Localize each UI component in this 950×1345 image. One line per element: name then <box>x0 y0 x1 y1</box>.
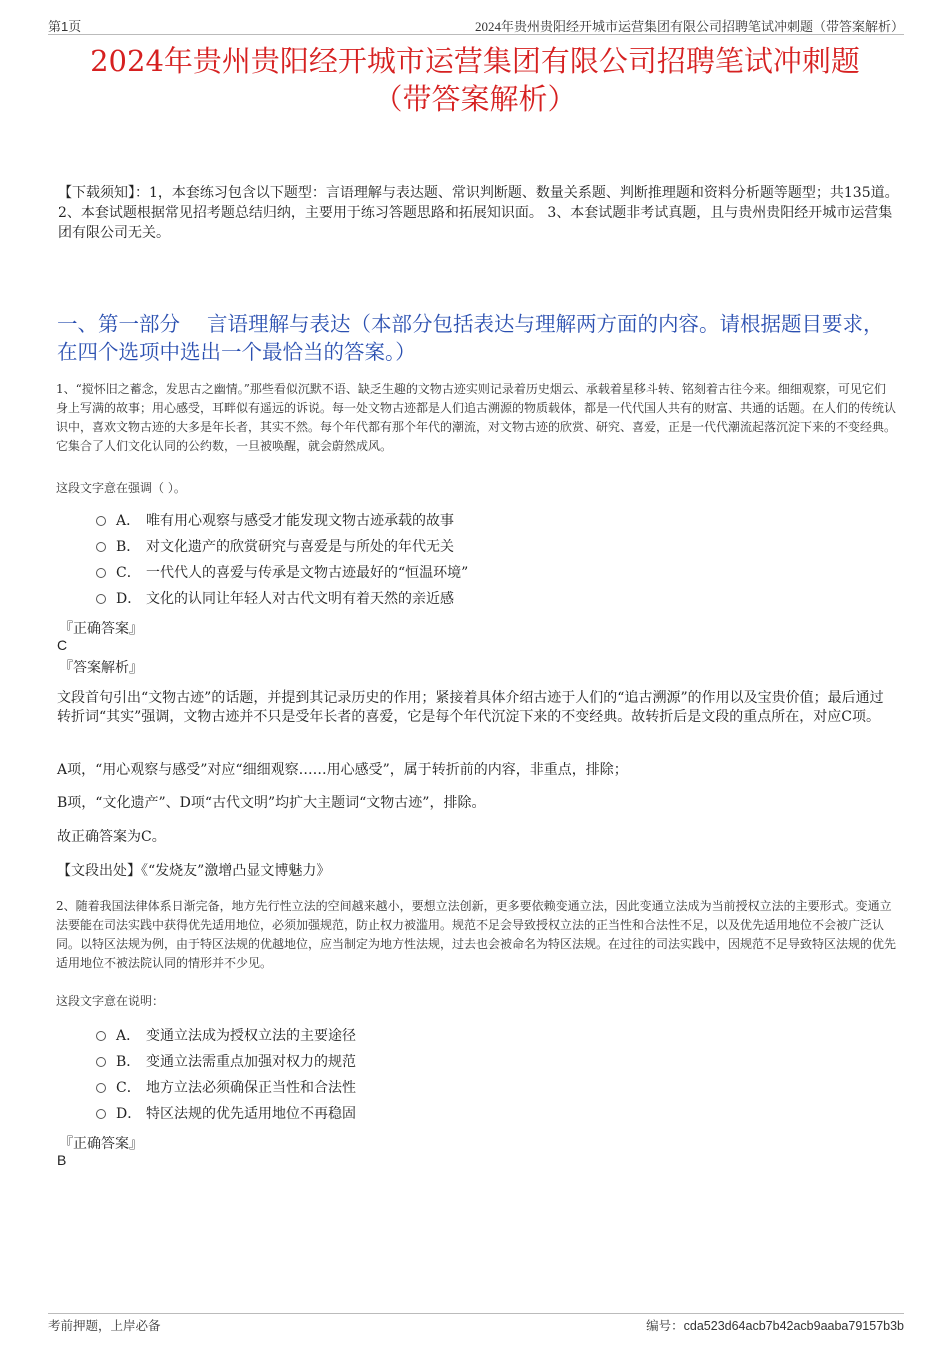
q1-analysis-3: B项，“文化遗产”、D项“古代文明”均扩大主题词“文物古迹”，排除。 <box>57 795 486 811</box>
header-doc-name: 2024年贵州贵阳经开城市运营集团有限公司招聘笔试冲刺题（带答案解析） <box>474 19 904 34</box>
question-1-options <box>96 508 468 612</box>
page-header <box>48 14 904 35</box>
q1-analysis-label: 『答案解析』 <box>59 660 143 676</box>
question-1-text: 1、“搅怀旧之蓄念，发思古之幽情。”那些看似沉默不语、缺乏生趣的文物古迹实则记录着历史烟云、承载着星移斗转、铭刻着古往今来。细细观察，可见它们身上写满的故事；用心感受，耳畔似有遥远的诉说。每一处文物古迹都是人们追古溯源的物质载体，都是一代代国人共有的财富、共通的话题。在人们的传统认识中，喜欢文物古迹的大多是年长者，其实不然。每个年代都有那个年代的潮流，对文物古迹的欣赏、研究、喜爱，正是一代代潮流起落沉淀下来的不变经典。它集合了人们文化认同的公约数，一旦被唤醒，就会蔚然成风。 <box>56 382 897 453</box>
footer-code-label: 编号： <box>646 1318 684 1333</box>
q2-option-b[interactable]: B． 变通立法需重点加强对权力的规范 <box>96 1049 356 1075</box>
radio-icon[interactable] <box>96 542 106 552</box>
footer-code <box>646 1316 904 1334</box>
q1-source: 【文段出处】《“发烧友”激增凸显文博魅力》 <box>57 863 331 879</box>
radio-icon[interactable] <box>96 1083 106 1093</box>
radio-icon[interactable] <box>96 568 106 578</box>
q2-answer: B <box>57 1152 67 1168</box>
q1-analysis-4: 故正确答案为C。 <box>57 829 166 845</box>
q1-option-c[interactable]: C． 一代代人的喜爱与传承是文物古迹最好的“恒温环境” <box>96 560 468 586</box>
page-number: 第1页 <box>48 19 82 34</box>
q1-answer: C <box>57 637 68 653</box>
question-1-prompt: 这段文字意在强调（ ）。 <box>56 481 186 495</box>
question-2-prompt: 这段文字意在说明： <box>56 994 165 1008</box>
q2-option-d[interactable]: D． 特区法规的优先适用地位不再稳固 <box>96 1101 356 1127</box>
q1-option-a[interactable]: A． 唯有用心观察与感受才能发现文物古迹承载的故事 <box>96 508 468 534</box>
question-2-text: 2、随着我国法律体系日渐完备，地方先行性立法的空间越来越小，要想立法创新，更多要依赖变通立法，因此变通立法成为当前授权立法的主要形式。变通立法要能在司法实践中获得优先适用地位，必须加强规范，防止权力被滥用。规范不足会导致授权立法的正当性和合法性不足，以及优先适用地位不会被广泛认同。以特区法规为例，由于特区法规的优越地位，应当制定为地方性法规，过去也会被命名为特区法规。在过往的司法实践中，因规范不足导致特区法规的优先适用地位不被法院认同的情形并不少见。 <box>56 899 897 970</box>
radio-icon[interactable] <box>96 594 106 604</box>
q1-analysis-1: 文段首句引出“文物古迹”的话题，并提到其记录历史的作用；紧接着具体介绍古迹于人们的“追古溯源”的作用以及宝贵价值；最后通过转折词“其实”强调，文物古迹并不只是受年长者的喜爱，它是每个年代沉淀下来的不变经典。故转折后是文段的重点所在，对应C项。 <box>57 690 884 725</box>
q1-option-d[interactable]: D． 文化的认同让年轻人对古代文明有着天然的亲近感 <box>96 586 468 612</box>
q1-analysis-2: A项，“用心观察与感受”对应“细细观察……用心感受”，属于转折前的内容，非重点，排除； <box>57 762 628 778</box>
download-notice: 【下载须知】：1，本套练习包含以下题型：言语理解与表达题、常识判断题、数量关系题、判断推理题和资料分析题等题型；共135道。 2、本套试题根据常见招考题总结归纳，主要用于练习答题思路和拓展知识面。 3、本套试题非考试真题，且与贵州贵阳经开城市运营集团有限公司无关。 <box>58 185 899 241</box>
section-title: 一、第一部分 言语理解与表达（本部分包括表达与理解两方面的内容。请根据题目要求，在四个选项中选出一个最恰当的答案。） <box>57 312 884 364</box>
q1-option-b[interactable]: B． 对文化遗产的欣赏研究与喜爱是与所处的年代无关 <box>96 534 468 560</box>
question-2-options <box>96 1023 356 1127</box>
radio-icon[interactable] <box>96 1057 106 1067</box>
q1-answer-label: 『正确答案』 <box>59 621 143 637</box>
title-line-2: （带答案解析） <box>373 82 577 116</box>
document-title <box>40 42 910 118</box>
q2-answer-label: 『正确答案』 <box>59 1136 143 1152</box>
radio-icon[interactable] <box>96 1109 106 1119</box>
q2-option-c[interactable]: C． 地方立法必须确保正当性和合法性 <box>96 1075 356 1101</box>
page-footer <box>48 1313 904 1334</box>
q2-option-a[interactable]: A． 变通立法成为授权立法的主要途径 <box>96 1023 356 1049</box>
title-line-1: 2024年贵州贵阳经开城市运营集团有限公司招聘笔试冲刺题 <box>90 44 860 78</box>
footer-code-value: cda523d64acb7b42acb9aaba79157b3b <box>683 1319 904 1333</box>
radio-icon[interactable] <box>96 1031 106 1041</box>
footer-slogan: 考前押题，上岸必备 <box>48 1318 161 1333</box>
radio-icon[interactable] <box>96 516 106 526</box>
